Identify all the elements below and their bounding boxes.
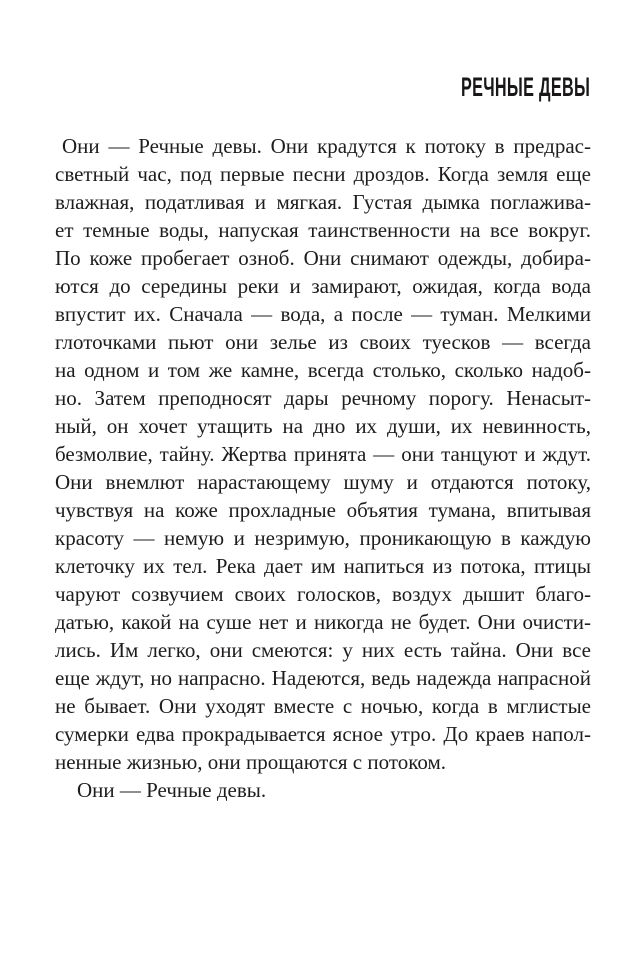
text-line: Они — Речные девы. Они крадутся к потоку в предрас- — [62, 134, 591, 158]
text-line: ются до середины реки и замирают, ожидая, когда вода — [55, 274, 591, 298]
text-line: датью, какой на суше нет и никогда не будет. Они очисти- — [55, 610, 591, 634]
text-line: светный час, под первые песни дроздов. Когда земля еще — [55, 162, 591, 186]
text-line: не бывает. Они уходят вместе с ночью, когда в мглистые — [55, 694, 591, 718]
text-line: чаруют созвучием своих голосков, воздух дышит благо- — [55, 582, 591, 606]
text-line: глоточками пьют они зелье из своих туесков — всегда — [55, 330, 591, 354]
body-text — [55, 132, 591, 804]
text-line: чувствуя на коже прохладные объятия тумана, впитывая — [55, 498, 591, 522]
text-line: лись. Им легко, они смеются: у них есть тайна. Они все — [55, 638, 591, 662]
text-line: клеточку их тел. Река дает им напиться из потока, птицы — [55, 554, 591, 578]
text-line: Они — Речные девы. — [77, 778, 267, 802]
text-line: По коже пробегает озноб. Они снимают одежды, добира- — [55, 246, 591, 270]
text-line: ет темные воды, напуская таинственности на все вокруг. — [55, 218, 591, 242]
text-line: впустит их. Сначала — вода, а после — туман. Мелкими — [55, 302, 591, 326]
text-line: на одном и том же камне, всегда столько, сколько надоб- — [55, 358, 591, 382]
text-line: еще ждут, но напрасно. Надеются, ведь надежда напрасной — [55, 666, 591, 690]
text-line: безмолвие, тайну. Жертва принята — они танцуют и ждут. — [55, 442, 591, 466]
running-header — [375, 74, 590, 101]
text-line: но. Затем преподносят дары речному порогу. Ненасыт- — [55, 386, 591, 410]
text-line: сумерки едва прокрадывается ясное утро. До краев напол- — [55, 722, 591, 746]
text-line: Они внемлют нарастающему шуму и отдаются потоку, — [55, 470, 591, 494]
text-line: влажная, податливая и мягкая. Густая дымка поглажива- — [55, 190, 591, 214]
chapter-title: РЕЧНЫЕ ДЕВЫ — [460, 72, 590, 102]
text-line: ненные жизнью, они прощаются с потоком. — [55, 750, 447, 774]
text-line: ный, он хочет утащить на дно их души, их невинность, — [55, 414, 591, 438]
text-line: красоту — немую и незримую, проникающую в каждую — [55, 526, 591, 550]
